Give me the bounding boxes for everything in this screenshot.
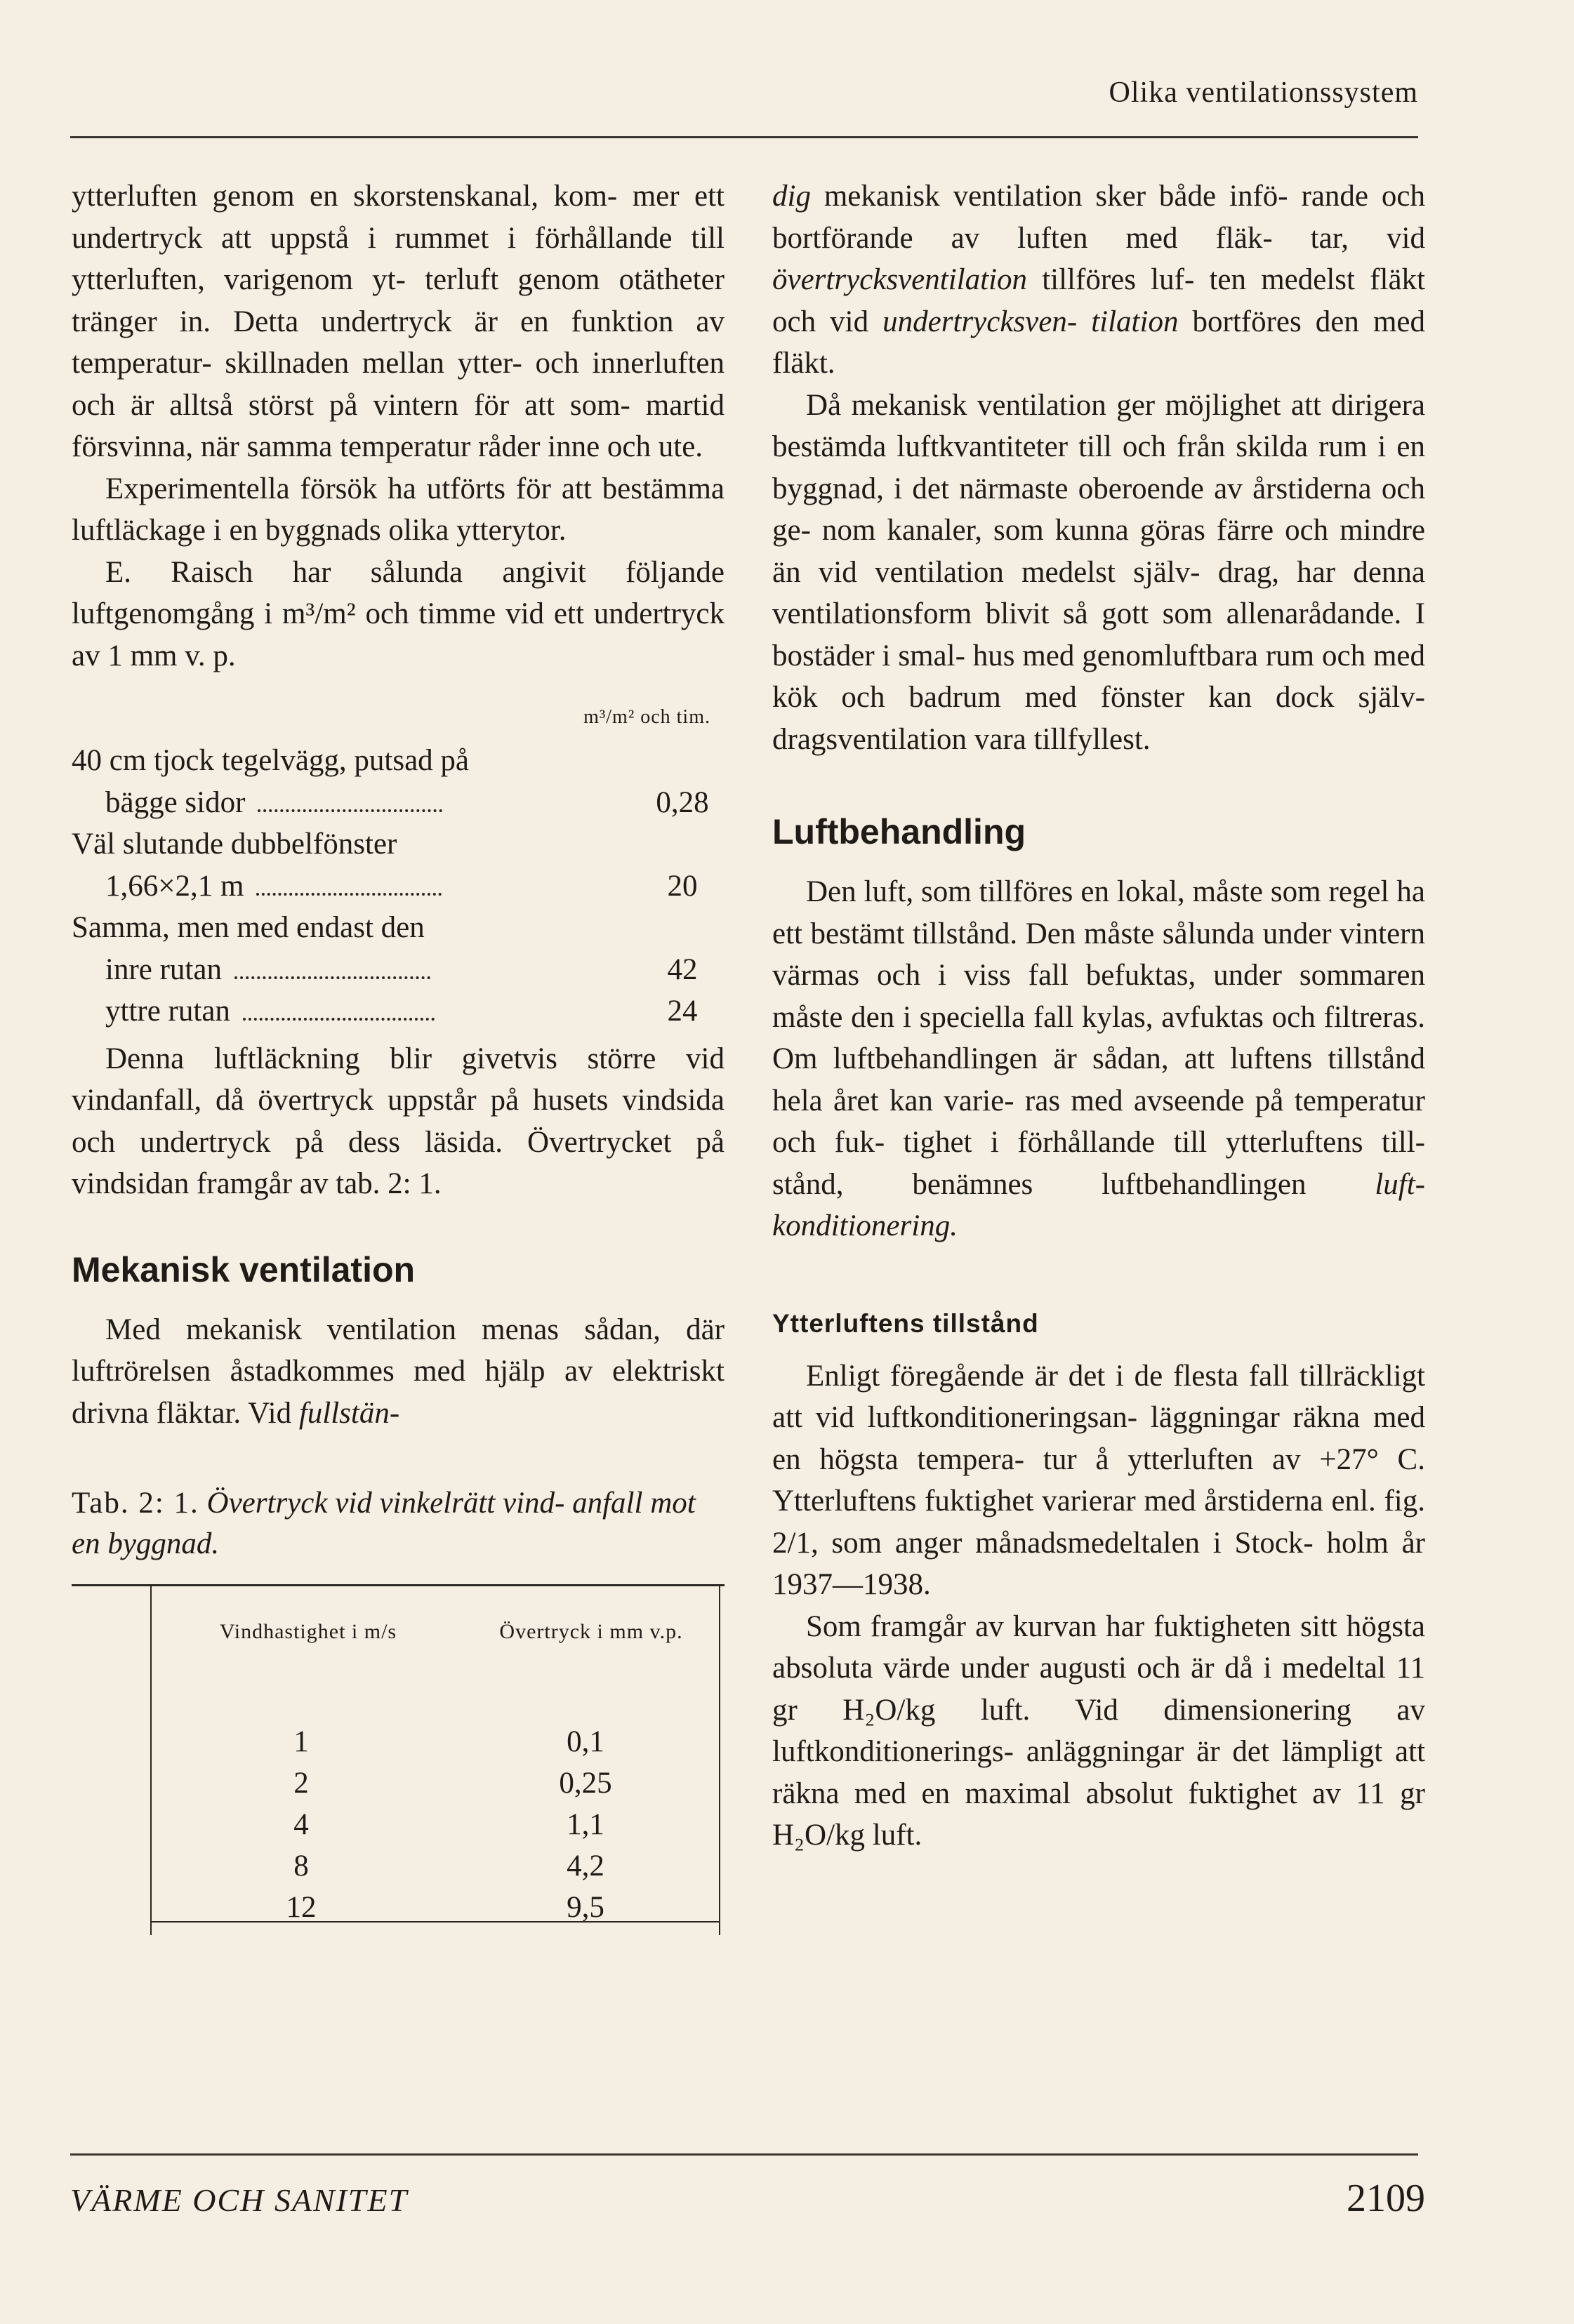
leakage-row: [72, 949, 725, 991]
pressure-cell: 9,5: [567, 1891, 604, 1924]
leakage-unit-header: m³/m² och tim.: [583, 706, 710, 728]
leakage-value: 42: [667, 952, 698, 986]
paragraph: Experimentella försök ha utförts för att bestämma luftläckage i en byggnads olika ytterytor.: [72, 472, 725, 547]
pressure-cell: 0,25: [559, 1767, 612, 1800]
leakage-row: [72, 865, 725, 908]
paragraph: ytterluften genom en skorstenskanal, kom- mer ett undertryck att uppstå i rummet i förhållande till ytterluften, varigenom yt- terluft genom otätheter tränger in. Detta undertryck är en funktion av temperatur- skillnaden mellan ytter- och innerluften och är alltså störst på vintern för att som- martid försvinna, när samma temperatur råder inne och ute.: [72, 180, 725, 463]
wind-speed-cell: 12: [286, 1891, 317, 1924]
table-title: Övertryck vid vinkelrätt vind- anfall mot en byggnad.: [72, 1487, 696, 1560]
pressure-cell: 1,1: [567, 1808, 604, 1841]
right-column: [772, 175, 1425, 1857]
leakage-label: inre rutan: [105, 952, 222, 986]
leakage-label: 1,66×2,1 m: [105, 869, 244, 903]
section-heading: Luftbehandling: [772, 812, 1026, 851]
leakage-value: 0,28: [656, 785, 709, 819]
column-header: Vindhastighet i m/s: [219, 1620, 397, 1643]
leakage-label: Samma, men med endast den: [72, 911, 425, 944]
wind-speed-cell: 1: [293, 1725, 309, 1758]
table-row: [150, 1845, 719, 1887]
subsection-heading: Ytterluftens tillstånd: [772, 1308, 1039, 1338]
wind-speed-cell: 4: [293, 1808, 309, 1841]
leakage-value: 20: [667, 869, 698, 903]
wind-pressure-table: [72, 1584, 725, 1935]
table-row: [150, 1762, 719, 1804]
column-header: Övertryck i mm v.p.: [499, 1620, 683, 1643]
wind-speed-cell: 8: [293, 1850, 309, 1883]
paragraph: E. Raisch har sålunda angivit följande luftgenomgång i m³/m² och timme vid ett undertryck av 1 mm v. p.: [72, 555, 725, 672]
leakage-row: [72, 740, 725, 782]
table-caption: [72, 1483, 725, 1565]
leakage-value: 24: [667, 995, 698, 1028]
leakage-row: [72, 782, 725, 824]
paragraph: Den luft, som tillföres en lokal, måste som regel ha ett bestämt tillstånd. Den måste sålunda under vintern värmas och i viss fall befuktas, under sommaren måste den i speciella fall kylas, avfuktas och filtreras. Om luftbehandlingen är sådan, att luftens tillstånd hela året kan varie- ras med avseende på temperatur och fuk- tighet i förhållande till ytterluftens till- stånd, benämnes luftbehandlingen luft- konditionering.: [772, 875, 1425, 1242]
leader-dots: [243, 1018, 435, 1021]
section-heading: Mekanisk ventilation: [72, 1249, 416, 1289]
footer-rule: [70, 2153, 1418, 2156]
table-row: [150, 1804, 719, 1845]
paragraph: Som framgår av kurvan har fuktigheten sitt högsta absoluta värde under augusti och är då i medeltal 11 gr H₂O/kg luft. Vid dimensionering av luftkonditionerings- anläggningar är det lämpligt att räkna med en maximal absolut fuktighet av 11 gr H₂O/kg luft.: [772, 1609, 1425, 1852]
paragraph: Denna luftläckning blir givetvis större vid vindanfall, då övertryck uppstår på husets vindsida och undertryck på dess läsida. Övertrycket på vindsidan framgår av tab. 2: 1.: [72, 1042, 725, 1200]
leakage-list: [72, 740, 725, 1032]
paragraph: Med mekanisk ventilation menas sådan, där luftrörelsen åstadkommes med hjälp av elektriskt drivna fläktar. Vid fullstän-: [72, 1313, 725, 1430]
running-title: Olika ventilationssystem: [1109, 77, 1418, 109]
leakage-row: [72, 990, 725, 1032]
leakage-label: Väl slutande dubbelfönster: [72, 828, 397, 861]
header-rule: [70, 136, 1418, 138]
paragraph: dig mekanisk ventilation sker både infö- rande och bortförande av luften med fläk- tar, vid övertrycksventilation tillföres luf- ten medelst fläkt och vid undertrycksven- tilation bortföres den med fläkt.: [772, 180, 1425, 380]
leakage-label: 40 cm tjock tegelvägg, putsad på: [72, 744, 470, 777]
paragraph: Då mekanisk ventilation ger möjlighet att dirigera bestämda luftkvantiteter till och från skilda rum i en byggnad, i det närmaste oberoende av årstiderna och ge- nom kanaler, som kunna göras färre och mindre än vid ventilation medelst själv- drag, har denna ventilationsform blivit så gott som allenarådande. I bostäder i smal- hus med genomluftbara rum och med kök och badrum med fönster kan dock själv- dragsventilation vara tillfyllest.: [772, 388, 1425, 756]
table-body: [150, 1721, 719, 1928]
paragraph: Enligt föregående är det i de flesta fall tillräckligt att vid luftkonditioneringsan- läggningar räkna med en högsta tempera- tur å ytterluften av +27° C. Ytterluftens fuktighet varierar med årstiderna enl. fig. 2/1, som anger månadsmedeltalen i Stock- holm år 1937—1938.: [772, 1359, 1425, 1601]
left-column: [72, 175, 725, 1935]
page-number: 2109: [1347, 2177, 1425, 2220]
leakage-row: [72, 823, 725, 865]
table-row: [150, 1721, 719, 1762]
pressure-cell: 0,1: [567, 1725, 604, 1758]
leader-dots: [258, 809, 442, 812]
pressure-cell: 4,2: [567, 1850, 604, 1883]
journal-name: VÄRME OCH SANITET: [70, 2182, 409, 2218]
leakage-label: yttre rutan: [105, 995, 230, 1028]
leakage-row: [72, 907, 725, 949]
table-row: [150, 1887, 719, 1928]
leakage-label: bägge sidor: [105, 785, 246, 819]
wind-speed-cell: 2: [293, 1767, 309, 1800]
table-number: Tab. 2: 1.: [72, 1487, 199, 1520]
leader-dots: [256, 893, 441, 896]
leader-dots: [234, 976, 430, 979]
